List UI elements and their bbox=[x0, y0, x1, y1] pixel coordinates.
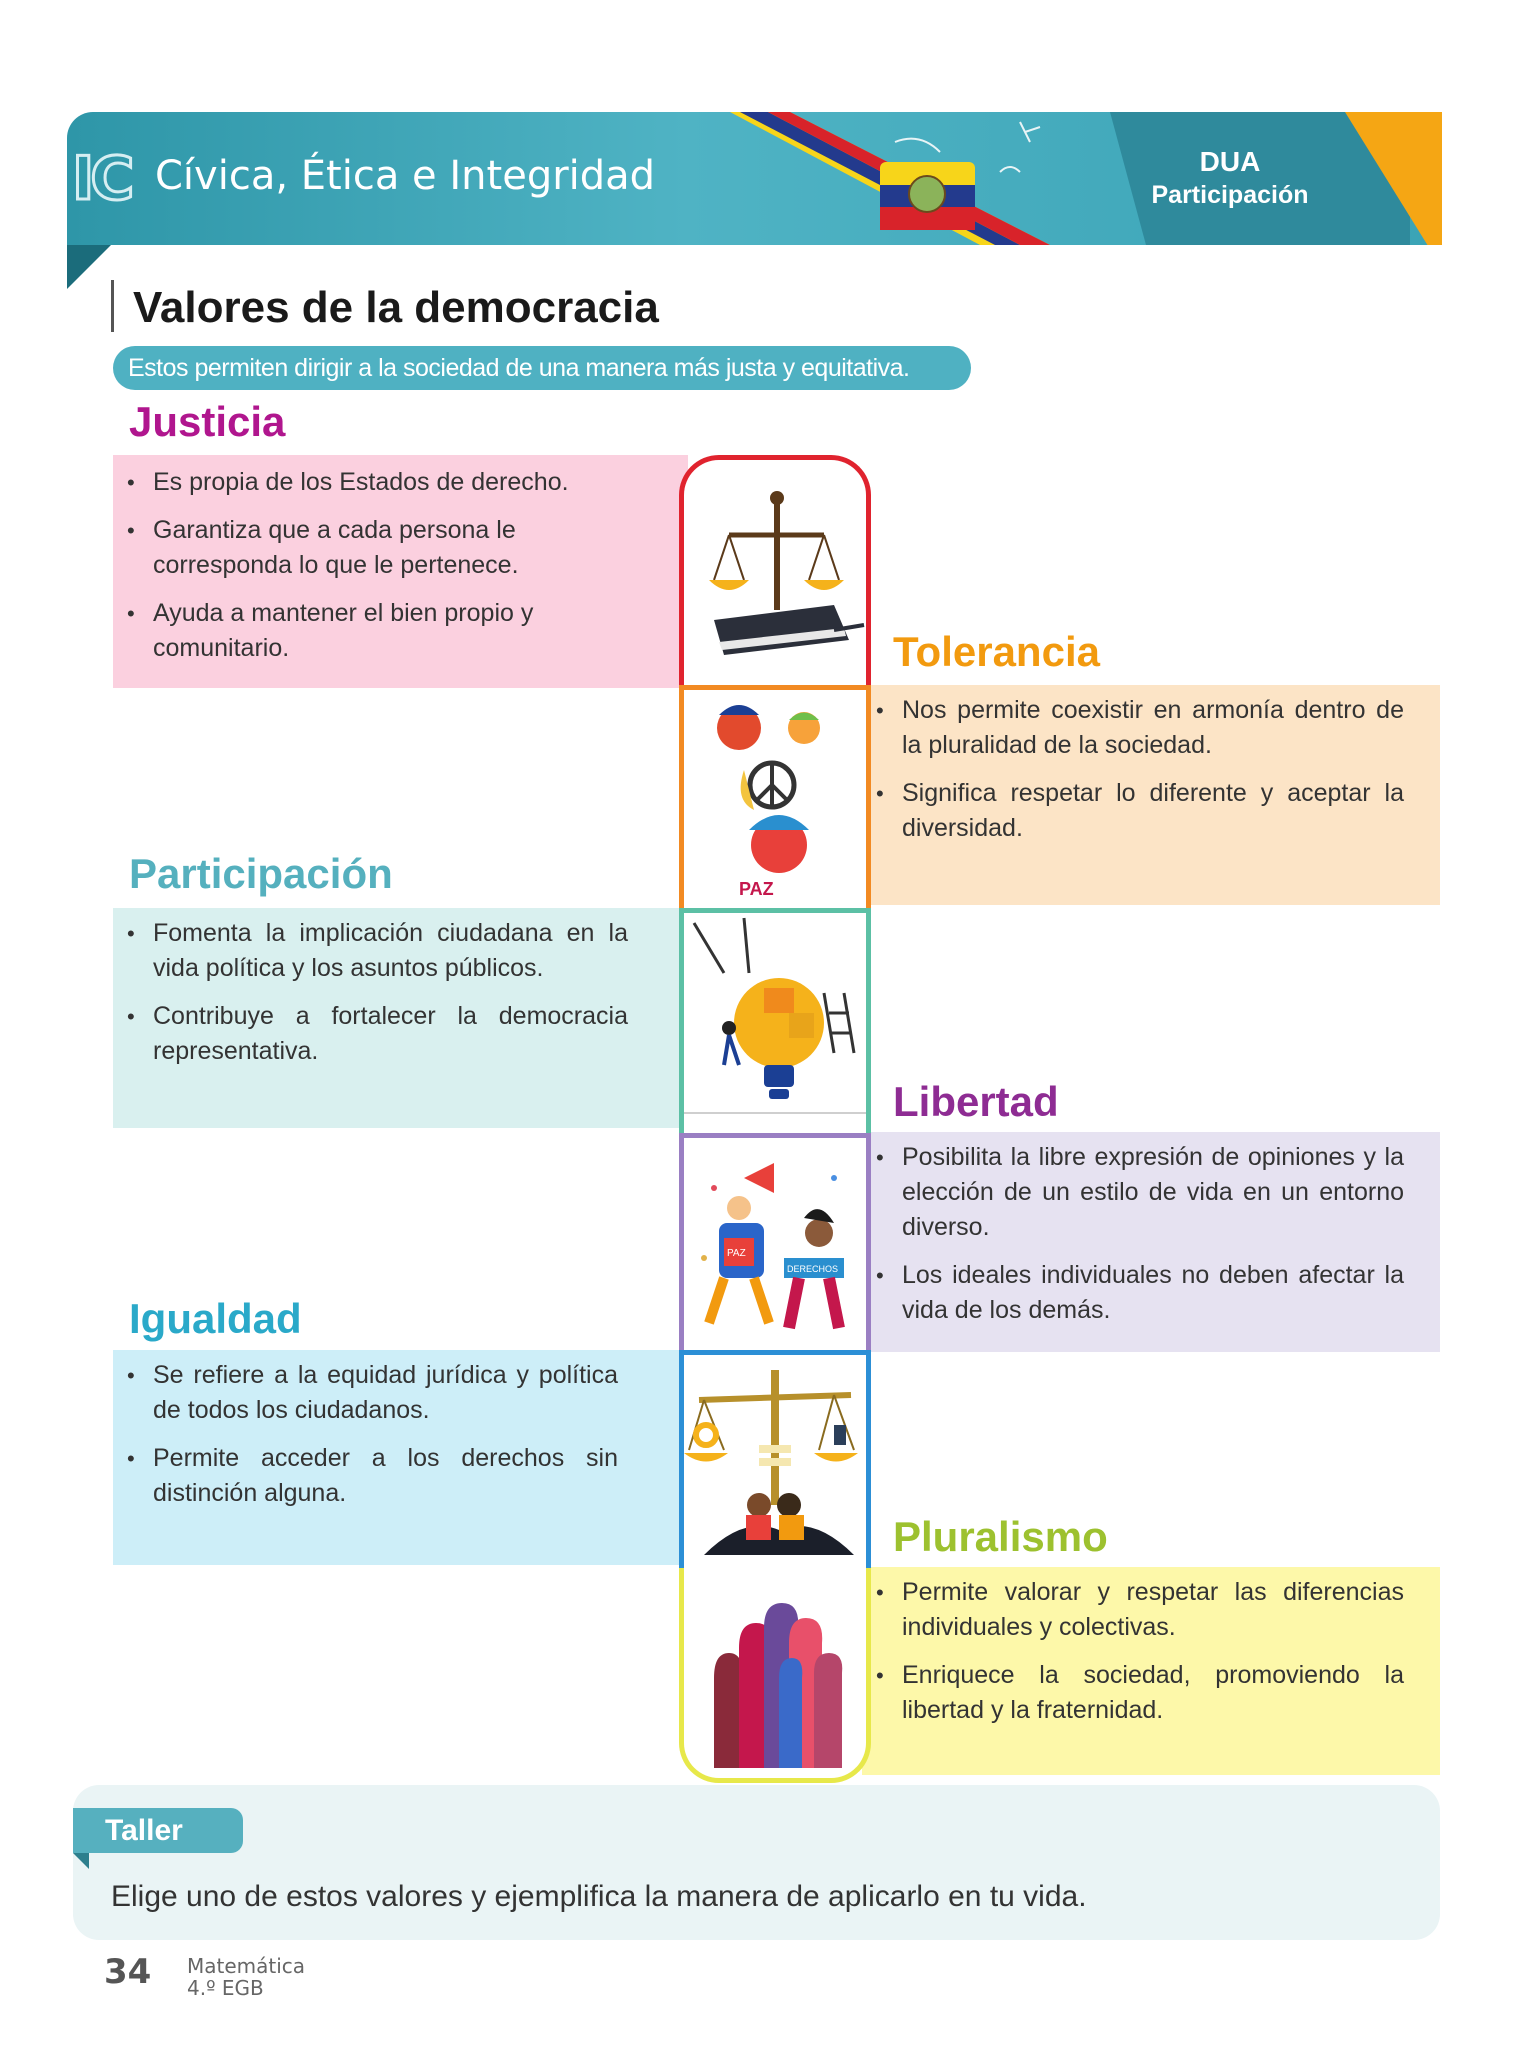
value-box-libertad bbox=[862, 1132, 1440, 1352]
list-item: • Es propia de los Estados de derecho. bbox=[113, 465, 648, 500]
list-item: • Contribuye a fortalecer la democracia representativa. bbox=[113, 999, 628, 1069]
peace-people-icon bbox=[684, 690, 866, 908]
value-box-tolerancia bbox=[862, 685, 1440, 905]
illustration-justicia bbox=[679, 455, 871, 685]
list-item: • Nos permite coexistir en armonía dentro de la pluralidad de la sociedad. bbox=[862, 693, 1404, 763]
section-subtitle: Estos permiten dirigir a la sociedad de una manera más justa y equitativa. bbox=[113, 346, 971, 390]
value-heading-pluralismo: Pluralismo bbox=[893, 1513, 1108, 1560]
balance-people-icon bbox=[684, 1355, 866, 1568]
scales-book-icon bbox=[684, 460, 866, 685]
illustration-libertad bbox=[679, 1133, 871, 1350]
ic-logo: IC bbox=[72, 144, 131, 214]
taller-label: Taller bbox=[73, 1808, 243, 1853]
footer-subject bbox=[187, 1955, 305, 1999]
taller-box bbox=[73, 1785, 1440, 1940]
grade-label: 4.º EGB bbox=[187, 1976, 264, 2000]
value-box-justicia bbox=[113, 455, 688, 688]
list-item: • Los ideales individuales no deben afectar la vida de los demás. bbox=[862, 1258, 1404, 1328]
illustration-label: PAZ bbox=[739, 879, 774, 899]
value-heading-igualdad: Igualdad bbox=[129, 1295, 302, 1342]
silhouettes-icon bbox=[684, 1568, 866, 1778]
list-item: • Se refiere a la equidad jurídica y política de todos los ciudadanos. bbox=[113, 1358, 618, 1428]
taller-text: Elige uno de estos valores y ejemplifica la manera de aplicarlo en tu vida. bbox=[111, 1880, 1087, 1913]
megaphone-protest-icon bbox=[684, 1138, 866, 1350]
dua-badge-subtitle: Participación bbox=[1151, 181, 1309, 209]
list-item: • Significa respetar lo diferente y aceptar la diversidad. bbox=[862, 776, 1404, 846]
puzzle-bulb-icon bbox=[684, 913, 866, 1133]
list-item: • Fomenta la implicación ciudadana en la vida política y los asuntos públicos. bbox=[113, 916, 628, 986]
illustration-tolerancia bbox=[679, 685, 871, 908]
header-fold bbox=[67, 245, 111, 289]
value-heading-tolerancia: Tolerancia bbox=[893, 628, 1100, 675]
list-item: • Ayuda a mantener el bien propio y comunitario. bbox=[113, 596, 648, 666]
page-number: 34 bbox=[104, 1952, 152, 1992]
header-title: Cívica, Ética e Integridad bbox=[155, 153, 656, 199]
value-heading-justicia: Justicia bbox=[129, 398, 286, 445]
illustration-pluralismo bbox=[679, 1568, 871, 1783]
taller-fold bbox=[73, 1853, 89, 1869]
value-box-pluralismo bbox=[862, 1567, 1440, 1775]
illustration-label: DERECHOS bbox=[787, 1264, 839, 1274]
value-box-igualdad bbox=[113, 1350, 688, 1565]
ecuador-flag-icon bbox=[720, 112, 1120, 245]
illustration-label: PAZ bbox=[727, 1248, 746, 1259]
subject-name: Matemática bbox=[187, 1954, 306, 1978]
page-title: Valores de la democracia bbox=[133, 283, 659, 332]
list-item: • Permite acceder a los derechos sin distinción alguna. bbox=[113, 1441, 618, 1511]
value-box-participacion bbox=[113, 908, 688, 1128]
illustration-participacion bbox=[679, 908, 871, 1133]
list-item: • Garantiza que a cada persona le corresponda lo que le pertenece. bbox=[113, 513, 648, 583]
list-item: • Permite valorar y respetar las diferencias individuales y colectivas. bbox=[862, 1575, 1404, 1645]
dua-badge-title: DUA bbox=[1199, 146, 1261, 177]
list-item: • Enriquece la sociedad, promoviendo la libertad y la fraternidad. bbox=[862, 1658, 1404, 1728]
illustration-igualdad bbox=[679, 1350, 871, 1568]
value-heading-libertad: Libertad bbox=[893, 1078, 1059, 1125]
list-item: • Posibilita la libre expresión de opiniones y la elección de un estilo de vida en un entorno diverso. bbox=[862, 1140, 1404, 1245]
title-accent-bar bbox=[111, 280, 114, 332]
value-heading-participacion: Participación bbox=[129, 850, 393, 897]
